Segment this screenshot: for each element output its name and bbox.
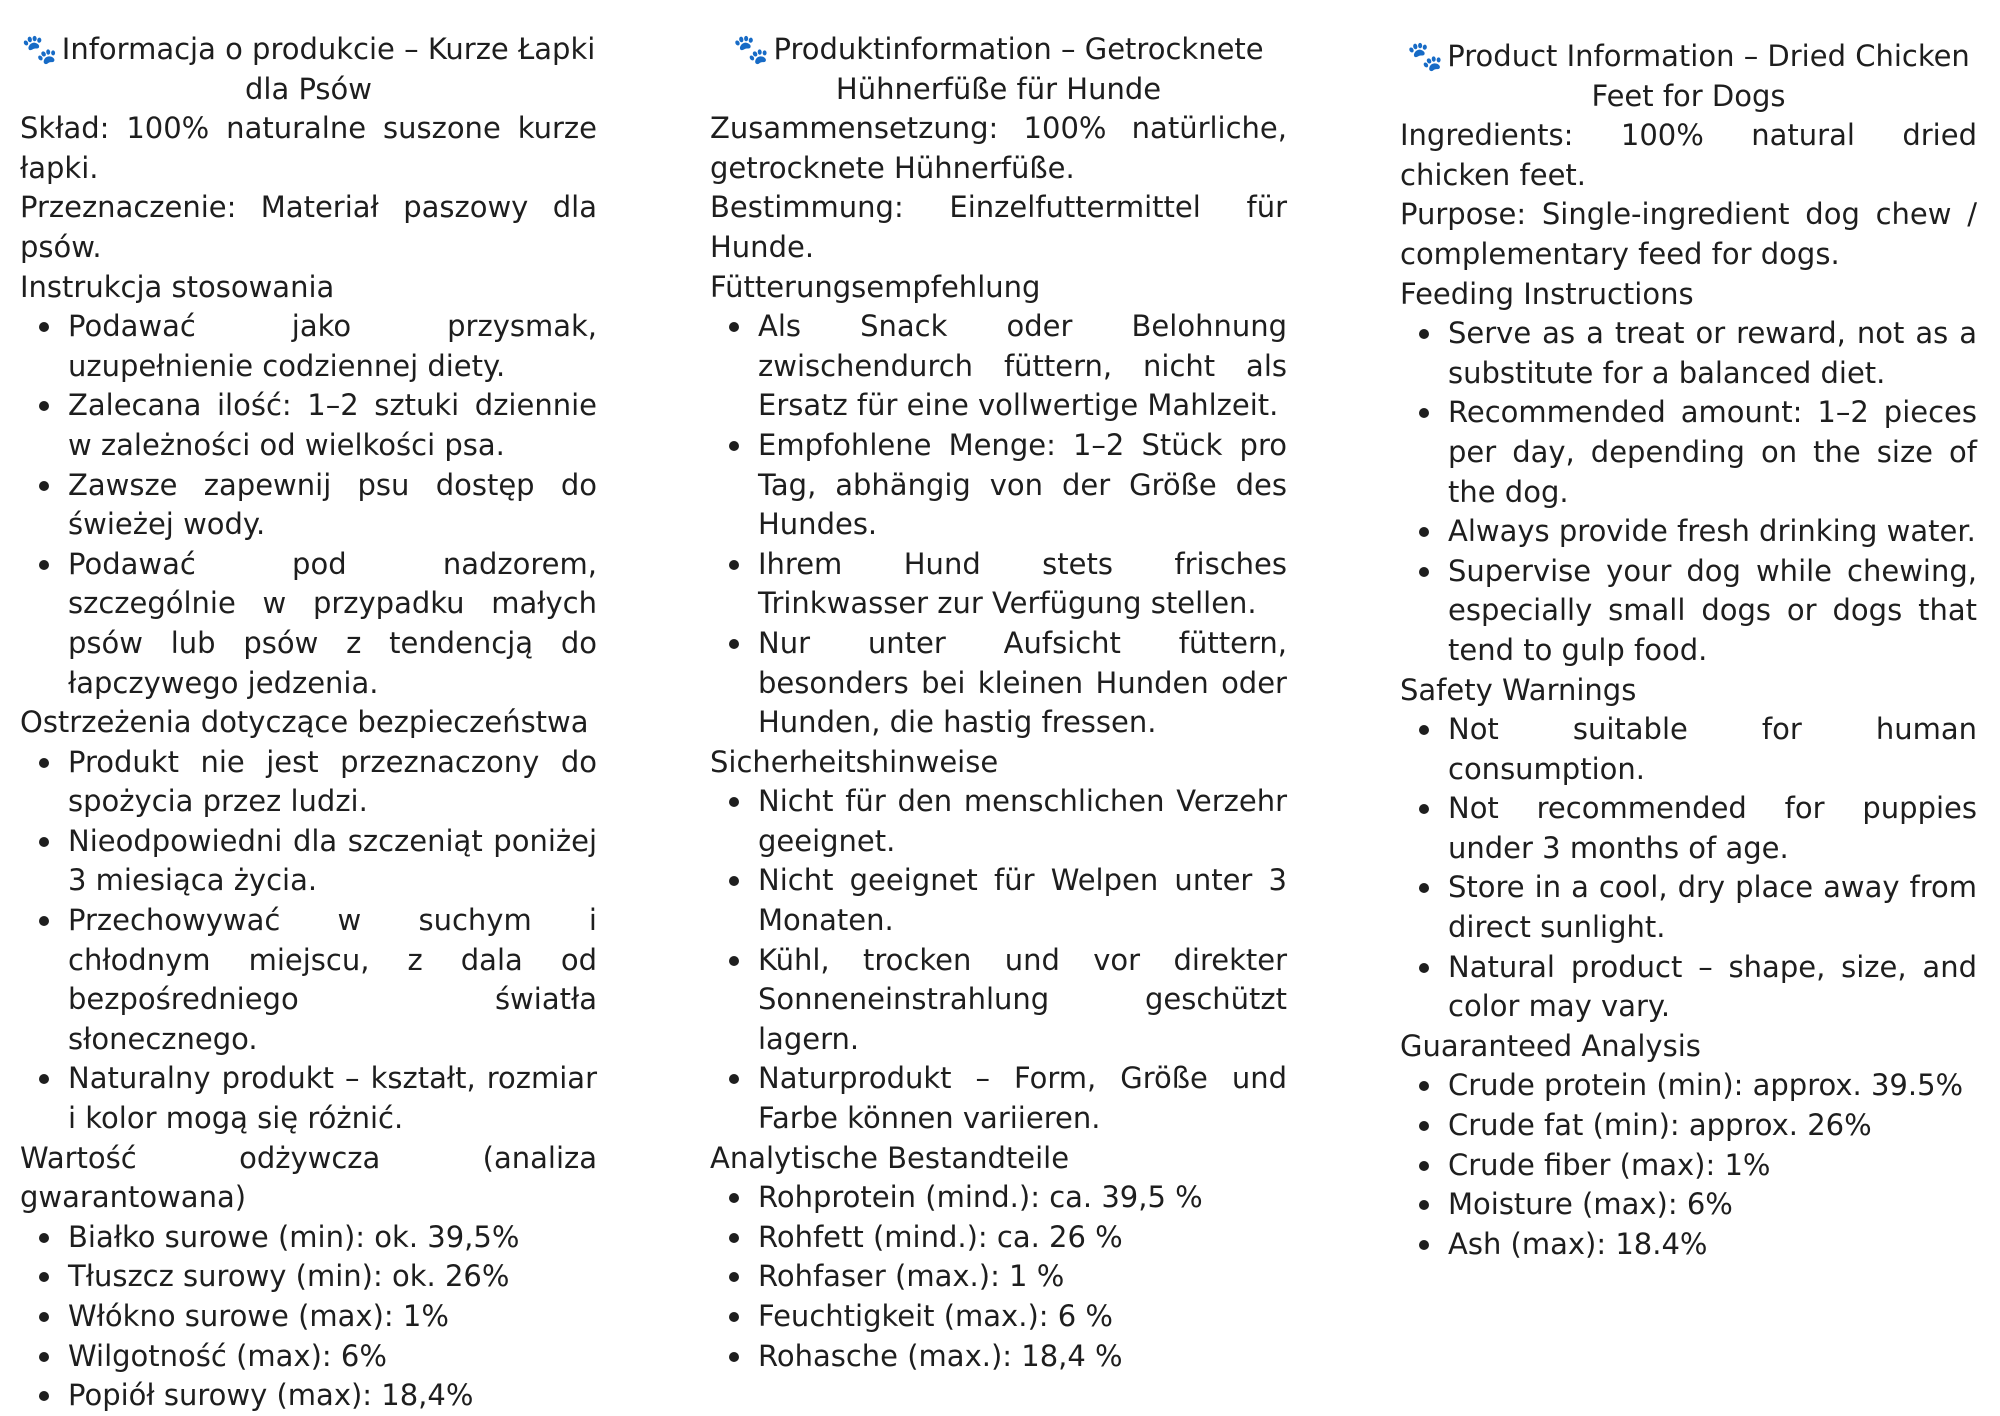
list-item: Moisture (max): 6% bbox=[1448, 1185, 1977, 1225]
list-item: Rohprotein (mind.): ca. 39,5 % bbox=[758, 1178, 1287, 1218]
intro-paragraph: Ingredients: 100% natural dried chicken feet. bbox=[1400, 118, 1977, 192]
bullet-list bbox=[710, 307, 1287, 743]
list-item: Przechowywać w suchym i chłodnym miejscu, z dala od bezpośredniego światła słonecznego. bbox=[68, 901, 597, 1059]
list-item: Nieodpowiedni dla szczeniąt poniżej 3 miesiąca życia. bbox=[68, 822, 597, 901]
page-title bbox=[710, 30, 1287, 109]
list-item: Naturalny produkt – kształt, rozmiar i kolor mogą się różnić. bbox=[68, 1059, 597, 1138]
list-item: Włókno surowe (max): 1% bbox=[68, 1297, 597, 1337]
list-item: Zawsze zapewnij psu dostęp do świeżej wody. bbox=[68, 466, 597, 545]
list-item: Nur unter Aufsicht füttern, besonders bei kleinen Hunden oder Hunden, die hastig fressen. bbox=[758, 624, 1287, 743]
section-heading: Sicherheitshinweise bbox=[710, 744, 999, 779]
section-heading: Analytische Bestandteile bbox=[710, 1140, 1070, 1175]
list-item: Serve as a treat or reward, not as a substitute for a balanced diet. bbox=[1448, 314, 1977, 393]
bullet-list bbox=[20, 307, 597, 703]
intro-paragraph: Purpose: Single-ingredient dog chew / complementary feed for dogs. bbox=[1400, 197, 1977, 271]
list-item: Naturprodukt – Form, Größe und Farbe können variieren. bbox=[758, 1059, 1287, 1138]
list-item: Als Snack oder Belohnung zwischendurch füttern, nicht als Ersatz für eine vollwertige Mahlzeit. bbox=[758, 307, 1287, 426]
column-german bbox=[710, 30, 1287, 1376]
list-item: Białko surowe (min): ok. 39,5% bbox=[68, 1218, 597, 1258]
paw-print-icon: 🐾 bbox=[733, 32, 770, 66]
intro-paragraph: Bestimmung: Einzelfuttermittel für Hunde. bbox=[710, 190, 1287, 264]
page-title bbox=[20, 30, 597, 109]
list-item: Podawać pod nadzorem, szczególnie w przypadku małych psów lub psów z tendencją do łapczywego jedzenia. bbox=[68, 545, 597, 703]
title-text: Product Information – Dried Chicken Feet for Dogs bbox=[1447, 39, 1970, 113]
column-english bbox=[1400, 37, 1977, 1264]
list-item: Feuchtigkeit (max.): 6 % bbox=[758, 1297, 1287, 1337]
bullet-list bbox=[1400, 1066, 1977, 1264]
intro-paragraph: Przeznaczenie: Materiał paszowy dla psów. bbox=[20, 190, 597, 264]
list-item: Supervise your dog while chewing, especially small dogs or dogs that tend to gulp food. bbox=[1448, 552, 1977, 671]
list-item: Nicht für den menschlichen Verzehr geeignet. bbox=[758, 782, 1287, 861]
section-heading: Safety Warnings bbox=[1400, 672, 1637, 707]
list-item: Rohasche (max.): 18,4 % bbox=[758, 1337, 1287, 1377]
list-item: Tłuszcz surowy (min): ok. 26% bbox=[68, 1257, 597, 1297]
title-text: Produktinformation – Getrocknete Hühnerfüße für Hunde bbox=[773, 32, 1264, 106]
paw-print-icon: 🐾 bbox=[21, 32, 58, 66]
list-item: Crude protein (min): approx. 39.5% bbox=[1448, 1066, 1977, 1106]
list-item: Zalecana ilość: 1–2 sztuki dziennie w zależności od wielkości psa. bbox=[68, 386, 597, 465]
list-item: Crude fiber (max): 1% bbox=[1448, 1146, 1977, 1186]
section-heading: Instrukcja stosowania bbox=[20, 269, 335, 304]
list-item: Wilgotność (max): 6% bbox=[68, 1337, 597, 1377]
paw-print-icon: 🐾 bbox=[1407, 39, 1444, 73]
section-heading: Wartość odżywcza (analiza gwarantowana) bbox=[20, 1140, 597, 1215]
list-item: Produkt nie jest przeznaczony do spożycia przez ludzi. bbox=[68, 743, 597, 822]
column-polish bbox=[20, 30, 597, 1416]
bullet-list bbox=[710, 782, 1287, 1138]
list-item: Not suitable for human consumption. bbox=[1448, 710, 1977, 789]
list-item: Popiół surowy (max): 18,4% bbox=[68, 1376, 597, 1416]
list-item: Empfohlene Menge: 1–2 Stück pro Tag, abhängig von der Größe des Hundes. bbox=[758, 426, 1287, 545]
section-heading: Fütterungsempfehlung bbox=[710, 269, 1041, 304]
section-heading: Guaranteed Analysis bbox=[1400, 1028, 1701, 1063]
bullet-list bbox=[20, 743, 597, 1139]
list-item: Ash (max): 18.4% bbox=[1448, 1225, 1977, 1265]
section-heading: Ostrzeżenia dotyczące bezpieczeństwa bbox=[20, 705, 589, 740]
section-heading: Feeding Instructions bbox=[1400, 276, 1694, 311]
title-text: Informacja o produkcie – Kurze Łapki dla Psów bbox=[61, 32, 596, 106]
list-item: Not recommended for puppies under 3 months of age. bbox=[1448, 789, 1977, 868]
bullet-list bbox=[710, 1178, 1287, 1376]
bullet-list bbox=[1400, 314, 1977, 670]
list-item: Kühl, trocken und vor direkter Sonneneinstrahlung geschützt lagern. bbox=[758, 941, 1287, 1060]
list-item: Ihrem Hund stets frisches Trinkwasser zur Verfügung stellen. bbox=[758, 545, 1287, 624]
bullet-list bbox=[20, 1218, 597, 1416]
bullet-list bbox=[1400, 710, 1977, 1027]
list-item: Crude fat (min): approx. 26% bbox=[1448, 1106, 1977, 1146]
list-item: Always provide fresh drinking water. bbox=[1448, 512, 1977, 552]
list-item: Natural product – shape, size, and color may vary. bbox=[1448, 948, 1977, 1027]
list-item: Rohfett (mind.): ca. 26 % bbox=[758, 1218, 1287, 1258]
list-item: Recommended amount: 1–2 pieces per day, depending on the size of the dog. bbox=[1448, 393, 1977, 512]
intro-paragraph: Zusammensetzung: 100% natürliche, getrocknete Hühnerfüße. bbox=[710, 111, 1287, 185]
list-item: Store in a cool, dry place away from direct sunlight. bbox=[1448, 868, 1977, 947]
list-item: Nicht geeignet für Welpen unter 3 Monaten. bbox=[758, 861, 1287, 940]
page-title bbox=[1400, 37, 1977, 116]
list-item: Rohfaser (max.): 1 % bbox=[758, 1257, 1287, 1297]
intro-paragraph: Skład: 100% naturalne suszone kurze łapki. bbox=[20, 111, 597, 185]
list-item: Podawać jako przysmak, uzupełnienie codziennej diety. bbox=[68, 307, 597, 386]
